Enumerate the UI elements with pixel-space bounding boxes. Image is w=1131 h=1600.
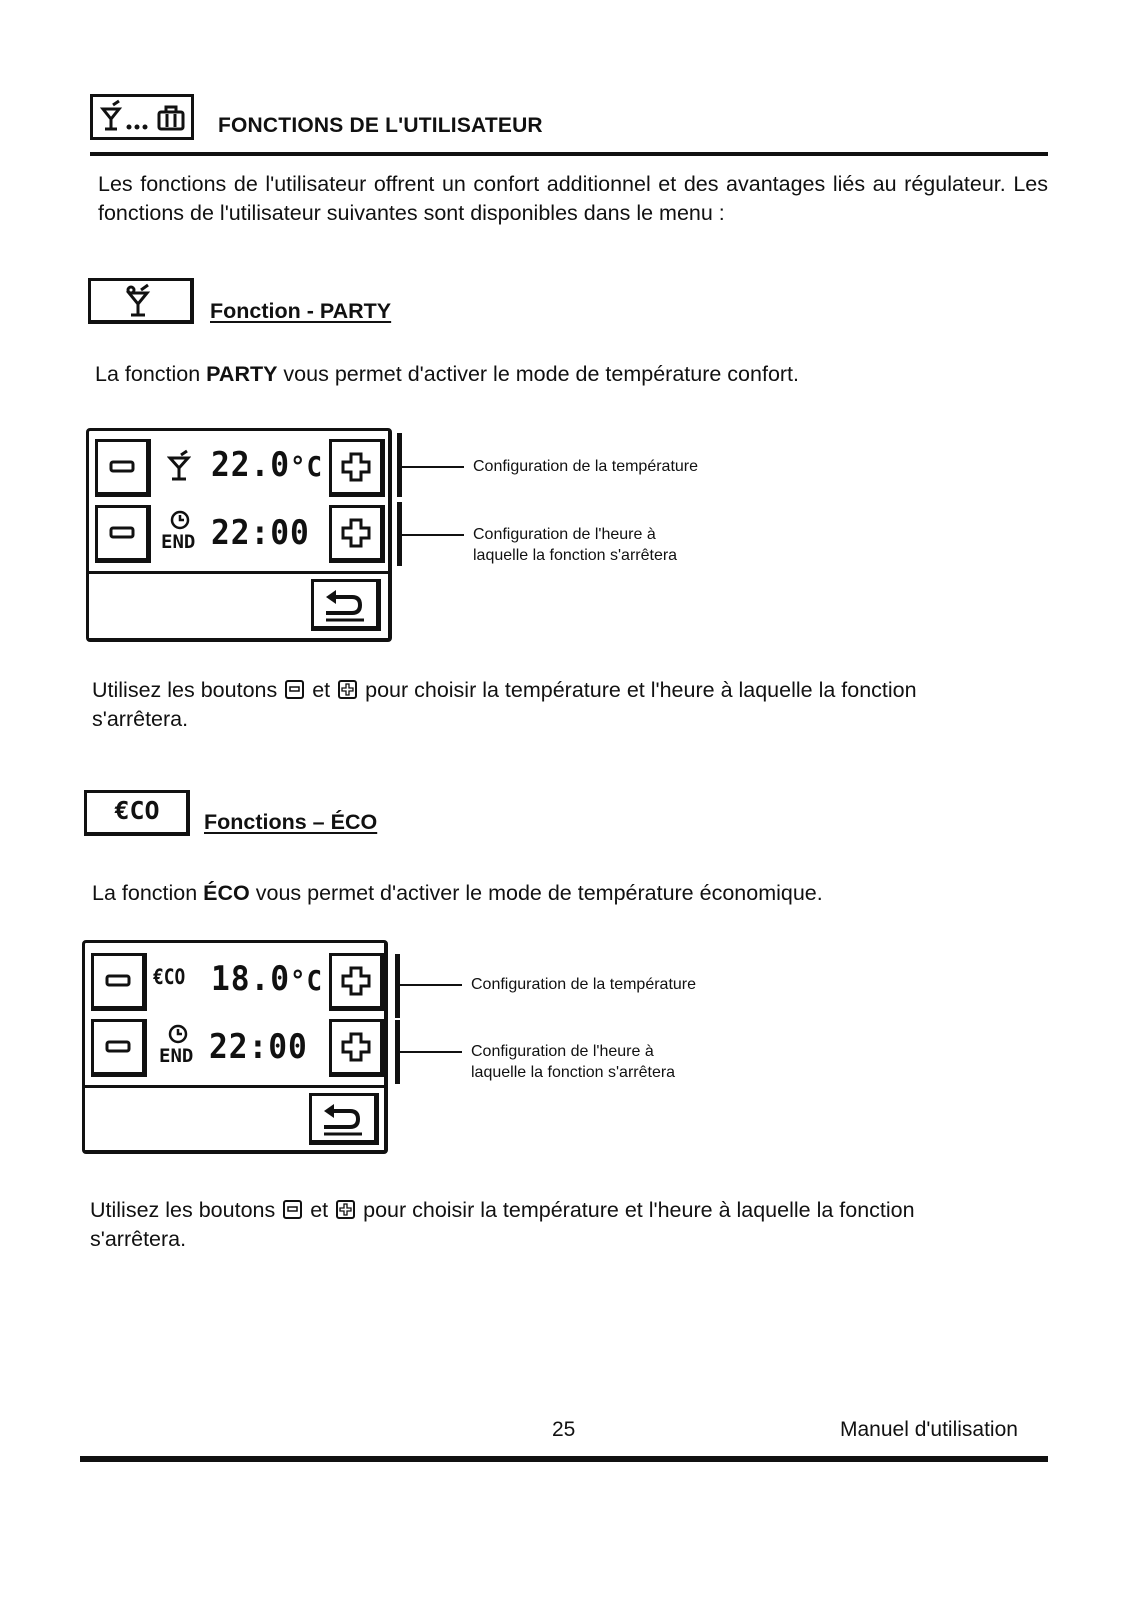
temp-plus-button[interactable] — [329, 439, 385, 497]
eco-panel — [82, 940, 388, 1154]
time-callout-line — [400, 1051, 462, 1053]
minus-icon — [94, 956, 142, 1006]
cocktail-icon — [167, 449, 191, 483]
time-display: 22:00 — [209, 1027, 308, 1067]
time-display: 22:00 — [211, 513, 310, 553]
temp-minus-button[interactable] — [95, 439, 151, 497]
cocktail-icon — [93, 97, 191, 137]
eco-usage: Utilisez les boutons et pour choisir la température et l'heure à laquelle la fonction s'arrêtera. — [90, 1198, 915, 1251]
minus-icon — [283, 1200, 302, 1219]
time-callout-text: Configuration de l'heure à laquelle la fonction s'arrêtera — [473, 526, 678, 564]
plus-icon — [338, 680, 357, 699]
eco-mode-label: €CO — [153, 965, 186, 989]
party-panel — [86, 428, 392, 642]
party-section-title: Fonction - PARTY — [210, 299, 392, 323]
header-icon-box — [90, 94, 194, 140]
time-minus-button[interactable] — [91, 1019, 147, 1077]
temp-callout-line — [400, 984, 462, 986]
suitcase-icon — [159, 107, 183, 129]
minus-icon — [98, 508, 146, 558]
eco-description: La fonction ÉCO vous permet d'activer le mode de température économique. — [92, 881, 823, 905]
minus-icon — [98, 442, 146, 492]
intro-paragraph: Les fonctions de l'utilisateur offrent un confort additionnel et des avantages liés au régulateur. Les fonctions de l'utilisateur suivantes sont disponibles dans le menu : — [98, 172, 1048, 225]
back-button[interactable] — [311, 579, 381, 631]
panel-divider — [85, 1085, 384, 1088]
party-description: La fonction PARTY vous permet d'activer le mode de température confort. — [95, 362, 800, 386]
temp-minus-button[interactable] — [91, 953, 147, 1011]
return-arrow-icon — [312, 1096, 374, 1140]
plus-icon — [332, 1022, 380, 1072]
temp-plus-button[interactable] — [329, 953, 385, 1011]
temp-callout-text: Configuration de la température — [473, 458, 699, 475]
temp-callout-bar — [397, 433, 402, 497]
plus-icon — [336, 1200, 355, 1219]
temp-callout-line — [402, 466, 464, 468]
temp-callout-bar — [395, 954, 400, 1018]
eco-icon: €CO — [114, 796, 160, 825]
temperature-display: 22.0°C — [211, 445, 323, 485]
plus-icon — [332, 956, 380, 1006]
plus-icon — [332, 508, 380, 558]
back-button[interactable] — [309, 1093, 379, 1145]
page-title: FONCTIONS DE L'UTILISATEUR — [218, 114, 543, 137]
clock-icon — [169, 509, 191, 531]
cocktail-icon — [91, 281, 191, 321]
time-callout-text: Configuration de l'heure à laquelle la fonction s'arrêtera — [471, 1043, 676, 1081]
temp-callout-text: Configuration de la température — [471, 976, 697, 993]
time-minus-button[interactable] — [95, 505, 151, 563]
minus-icon — [94, 1022, 142, 1072]
eco-section-icon-box — [84, 790, 190, 836]
party-section-icon-box — [88, 278, 194, 324]
return-arrow-icon — [314, 582, 376, 626]
party-usage: Utilisez les boutons et pour choisir la température et l'heure à laquelle la fonction s'arrêtera. — [92, 678, 917, 731]
top-divider — [90, 152, 1048, 156]
page-number: 25 — [552, 1418, 576, 1441]
clock-icon — [167, 1023, 189, 1045]
plus-icon — [332, 442, 380, 492]
time-plus-button[interactable] — [329, 505, 385, 563]
end-label: END — [159, 1045, 194, 1067]
temperature-display: 18.0°C — [211, 959, 323, 999]
panel-divider — [89, 571, 388, 574]
time-callout-line — [402, 534, 464, 536]
eco-section-title: Fonctions – ÉCO — [204, 810, 378, 834]
footer-title: Manuel d'utilisation — [840, 1418, 1018, 1441]
time-plus-button[interactable] — [329, 1019, 385, 1077]
end-label: END — [161, 531, 196, 553]
bottom-divider — [80, 1456, 1048, 1462]
minus-icon — [285, 680, 304, 699]
